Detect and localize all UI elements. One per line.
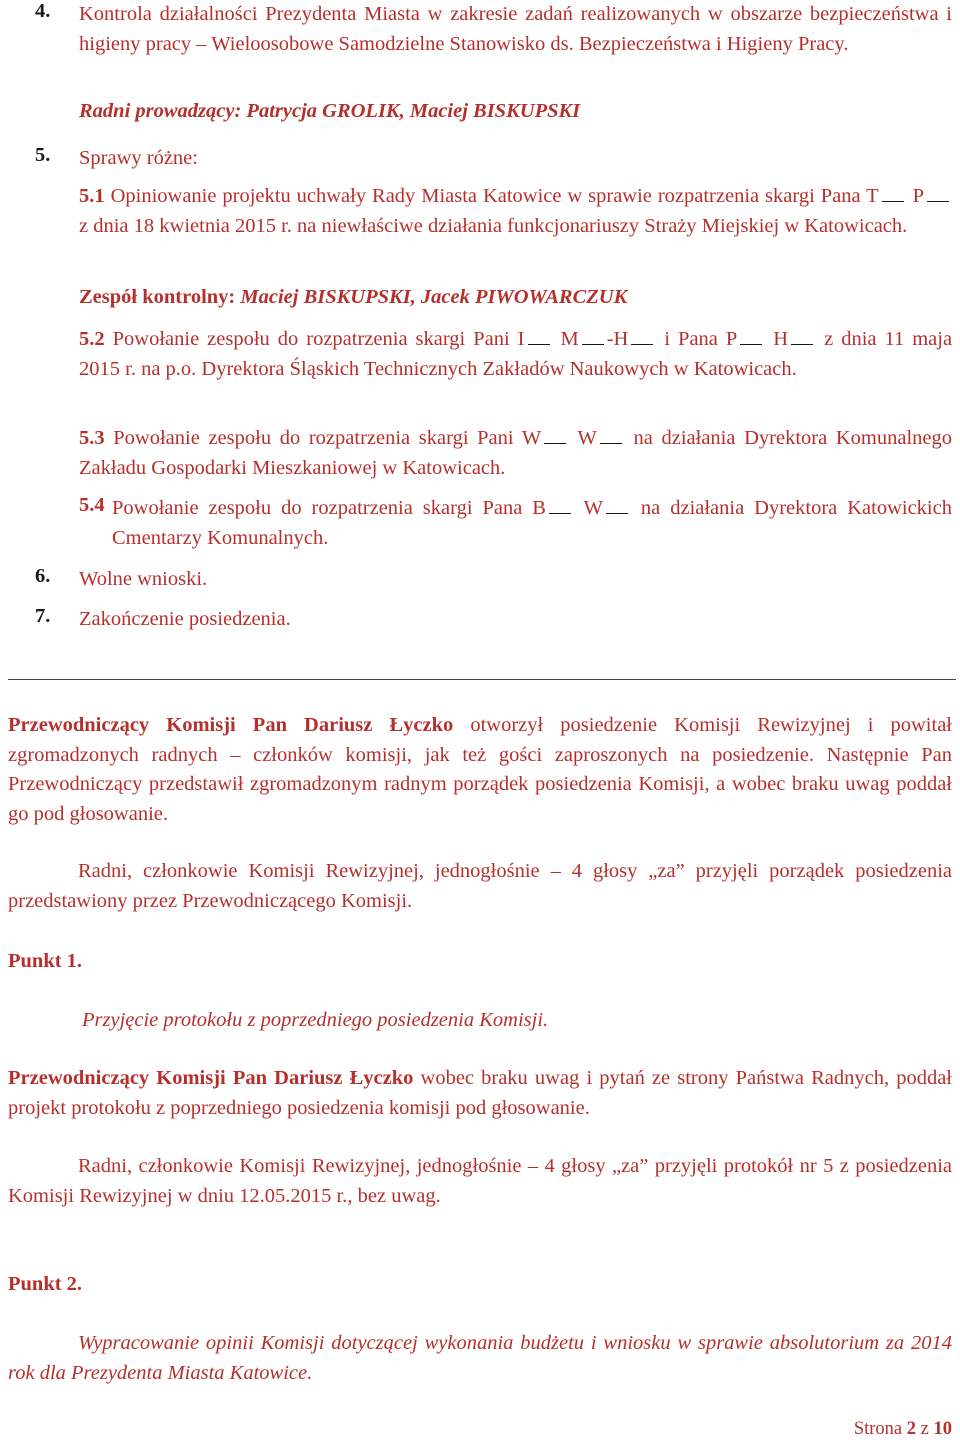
section-divider (8, 679, 956, 680)
footer-label: Strona (853, 1419, 903, 1439)
punkt-2-heading: Punkt 2. (8, 1273, 83, 1295)
punkt-2-title (8, 1329, 952, 1388)
agenda-text: M (560, 328, 579, 350)
zespol-label: Zespół kontrolny: (79, 286, 236, 308)
agenda-text: i Pana P (664, 328, 738, 350)
agenda-number: 5.3 (79, 427, 105, 449)
paragraph-text: Radni, członkowie Komisji Rewizyjnej, jednogłośnie – 4 głosy „za” przyjęli protokół nr 5 z posiedzenia Komisji Rewizyjnej w dniu 12.05.2015 r., bez uwag. (8, 1155, 952, 1207)
agenda-text: na działania Dyrektora Katowickich Cmentarzy Komunalnych. (112, 497, 952, 549)
paragraph-vote-protocol (8, 1152, 952, 1211)
paragraph-text: otworzył posiedzenie Komisji Rewizyjnej i powitał zgromadzonych radnych – członków komisji, jak też gości zaproszonych na posiedzenie. Następnie Pan Przewodniczący przedstawił zgromadzonym radnym porządek posiedzenia Komisji, a wobec braku uwag poddał go pod głosowanie. (8, 714, 952, 825)
agenda-number: 4. (35, 0, 51, 22)
agenda-text: Wolne wnioski. (79, 568, 208, 590)
agenda-number: 6. (35, 565, 51, 587)
footer-sep: z (920, 1419, 929, 1439)
agenda-text: H (773, 328, 789, 350)
agenda-text: Powołanie zespołu do rozpatrzenia skargi Pani W (113, 427, 542, 449)
agenda-text: Opiniowanie projektu uchwały Rady Miasta Katowice w sprawie rozpatrzenia skargi Pana T (110, 185, 879, 207)
agenda-item-5-4 (79, 494, 952, 553)
radni-label: Radni prowadzący: Patrycja GROLIK, Maciej BISKUPSKI (79, 100, 581, 122)
agenda-text: z dnia 11 maja 2015 r. na p.o. Dyrektora Śląskich Technicznych Zakładów Naukowych w Katowicach. (79, 328, 953, 380)
agenda-text: W (583, 497, 603, 519)
paragraph-text: Radni, członkowie Komisji Rewizyjnej, jednogłośnie – 4 głosy „za” przyjęli porządek posiedzenia przedstawiony przez Przewodniczącego Komisji. (8, 860, 952, 912)
radni-prowadzacy (79, 97, 952, 126)
footer-total: 10 (933, 1419, 952, 1439)
paragraph-protocol (8, 1064, 952, 1123)
agenda-text: Zakończenie posiedzenia. (79, 608, 291, 630)
agenda-text: Sprawy różne: (79, 147, 198, 169)
paragraph-text: wobec braku uwag i pytań ze strony Państwa Radnych, poddał projekt protokołu z poprzedniego posiedzenia komisji pod głosowanie. (8, 1067, 952, 1119)
punkt-1-heading: Punkt 1. (8, 950, 83, 972)
agenda-text: Powołanie zespołu do rozpatrzenia skargi Pani I (112, 328, 525, 350)
agenda-item-5-3 (79, 424, 952, 483)
agenda-item-7 (35, 605, 952, 635)
agenda-text: P (912, 185, 924, 207)
agenda-number: 5. (35, 144, 51, 166)
agenda-text: Kontrola działalności Prezydenta Miasta w zakresie zadań realizowanych w obszarze bezpieczeństwa i higieny pracy – Wieloosobowe Samodzielne Stanowisko ds. Bezpieczeństwa i Higieny Pracy. (79, 3, 952, 55)
paragraph-opening (8, 711, 952, 829)
footer-page: 2 (906, 1419, 917, 1439)
agenda-number: 5.1 (79, 185, 105, 207)
agenda-item-6 (35, 565, 952, 595)
agenda-number: 5.4 (79, 494, 105, 516)
punkt-1-title: Przyjęcie protokołu z poprzedniego posiedzenia Komisji. (82, 1009, 549, 1031)
agenda-item-5-2 (79, 325, 952, 384)
agenda-text: na działania Dyrektora Komunalnego Zakładu Gospodarki Mieszkaniowej w Katowicach. (79, 427, 952, 479)
agenda-text: -H (606, 328, 629, 350)
agenda-item-5 (35, 144, 952, 174)
agenda-text: W (577, 427, 597, 449)
agenda-text: z dnia 18 kwietnia 2015 r. na niewłaściwe działania funkcjonariuszy Straży Miejskiej w Katowicach. (79, 214, 908, 237)
zespol-names: Maciej BISKUPSKI, Jacek PIWOWARCZUK (240, 286, 628, 308)
agenda-item-4 (35, 0, 952, 59)
zespol-kontrolny (79, 283, 952, 312)
agenda-item-5-1 (79, 182, 952, 241)
page-footer (854, 1419, 952, 1440)
chairman-name: Przewodniczący Komisji Pan Dariusz Łyczko (8, 714, 454, 736)
chairman-name: Przewodniczący Komisji Pan Dariusz Łyczko (8, 1067, 414, 1089)
agenda-number: 7. (35, 605, 51, 627)
punkt-2-title-text: Wypracowanie opinii Komisji dotyczącej wykonania budżetu i wniosku w sprawie absolutorium za 2014 rok dla Prezydenta Miasta Katowice. (8, 1332, 952, 1384)
agenda-number: 5.2 (79, 328, 105, 350)
agenda-text: Powołanie zespołu do rozpatrzenia skargi Pana B (112, 497, 546, 519)
paragraph-vote-agenda (8, 857, 952, 916)
